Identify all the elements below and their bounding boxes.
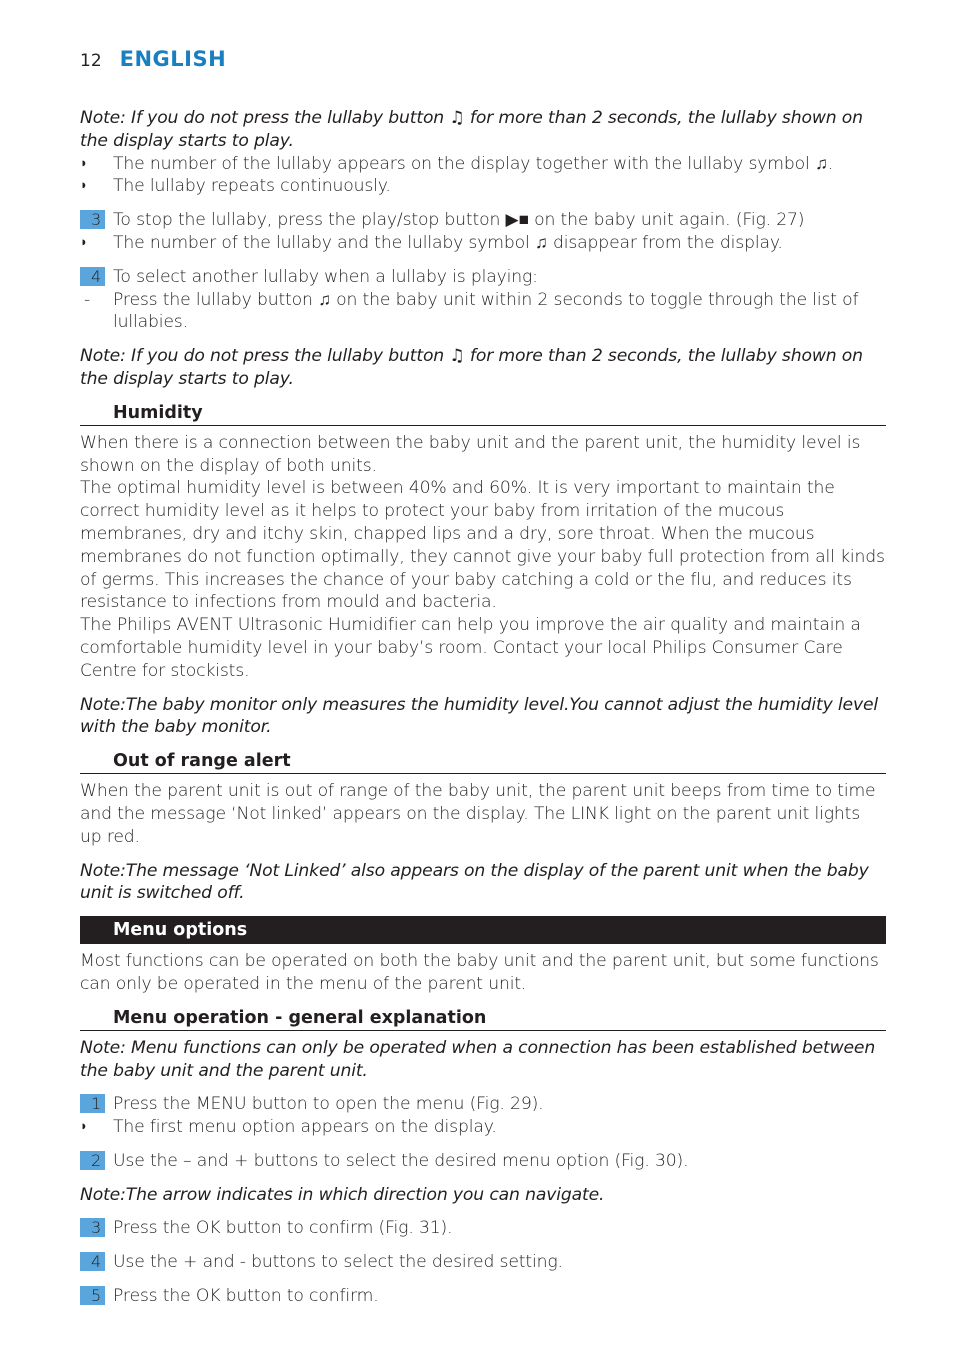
bullet-text: The lullaby repeats continuously. xyxy=(113,176,391,197)
body-paragraph: When the parent unit is out of range of the baby unit, the parent unit beeps from time to time and the message ‘Not linked’ appears on the display. The LINK light on the parent unit lights up red. xyxy=(80,781,876,847)
step-number: 3 xyxy=(80,1218,105,1237)
dash-text: Press the lullaby button ♫ on the baby unit within 2 seconds to toggle through the list of lullabies. xyxy=(113,289,859,333)
step-text: Press the MENU button to open the menu (Fig. 29). xyxy=(113,1094,544,1115)
body-paragraph: The optimal humidity level is between 40% and 60%. It is very important to maintain the correct humidity level as it helps to protect your baby from irritation of the mucous membranes, dry and itchy skin, chapped lips and a dry, sore throat. When the mucous membranes do not function optimally, they cannot give your baby full protection from all kinds of germs. This increases the chance of your baby catching a cold or the flu, and reduces its resistance to infections from mould and bacteria. xyxy=(80,478,885,613)
bullet-icon: ◗ xyxy=(80,234,88,250)
note-paragraph: Note: If you do not press the lullaby button ♫ for more than 2 seconds, the lullaby shown on the display starts to play. xyxy=(80,346,863,389)
note-paragraph: Note: If you do not press the lullaby button ♫ for more than 2 seconds, the lullaby shown on the display starts to play. xyxy=(80,108,863,151)
section-heading-menu-options: Menu options xyxy=(80,916,886,944)
step-item xyxy=(80,1285,886,1308)
step-number: 5 xyxy=(80,1286,105,1305)
result-bullet xyxy=(80,175,886,198)
step-text: To select another lullaby when a lullaby is playing: xyxy=(113,266,538,287)
page-content xyxy=(80,107,886,1308)
bullet-text: The first menu option appears on the display. xyxy=(113,1117,497,1138)
step-item xyxy=(80,1251,886,1274)
step-item xyxy=(80,209,886,232)
result-bullet xyxy=(80,232,886,255)
body-paragraph: The Philips AVENT Ultrasonic Humidifier can help you improve the air quality and maintain a comfortable humidity level in your baby’s room. Contact your local Philips Consumer Care Centre for stockists. xyxy=(80,615,861,681)
section-heading-humidity: Humidity xyxy=(80,402,886,426)
body-paragraph: Most functions can be operated on both the baby unit and the parent unit, but some functions can only be operated in the menu of the parent unit. xyxy=(80,951,879,994)
step-item xyxy=(80,1150,886,1173)
step-text: Use the + and - buttons to select the desired setting. xyxy=(113,1252,563,1273)
bullet-text: The number of the lullaby appears on the display together with the lullaby symbol ♫. xyxy=(113,153,834,174)
step-number: 2 xyxy=(80,1151,105,1170)
dash-item xyxy=(80,289,886,335)
step-item xyxy=(80,266,886,289)
step-text: Use the – and + buttons to select the desired menu option (Fig. 30). xyxy=(113,1150,689,1171)
section-heading-menu-operation: Menu operation - general explanation xyxy=(80,1007,886,1031)
note-paragraph: Note: Menu functions can only be operated when a connection has been established between the baby unit and the parent unit. xyxy=(80,1037,876,1081)
note-paragraph: Note:The arrow indicates in which direction you can navigate. xyxy=(80,1184,605,1205)
note-paragraph: Note:The message ‘Not Linked’ also appears on the display of the parent unit when the baby unit is switched off. xyxy=(80,860,869,904)
step-number: 4 xyxy=(80,267,105,286)
dash-icon: - xyxy=(84,289,91,310)
bullet-text: The number of the lullaby and the lullaby symbol ♫ disappear from the display. xyxy=(113,232,783,253)
note-paragraph: Note:The baby monitor only measures the humidity level.You cannot adjust the humidity level with the baby monitor. xyxy=(80,694,879,738)
page-number: 12 xyxy=(80,51,102,71)
bullet-icon: ◗ xyxy=(80,155,88,171)
bullet-icon: ◗ xyxy=(80,178,88,194)
step-text: Press the OK button to confirm. xyxy=(113,1286,379,1307)
result-bullet xyxy=(80,153,886,176)
bullet-icon: ◗ xyxy=(80,1119,88,1135)
result-bullet xyxy=(80,1116,886,1139)
body-paragraph: When there is a connection between the baby unit and the parent unit, the humidity level is shown on the display of both units. xyxy=(80,432,861,476)
language-title: ENGLISH xyxy=(119,47,227,71)
step-item xyxy=(80,1093,886,1116)
page-header xyxy=(80,47,226,73)
step-number: 3 xyxy=(80,210,105,229)
step-number: 1 xyxy=(80,1094,105,1113)
step-text: Press the OK button to confirm (Fig. 31). xyxy=(113,1218,453,1239)
step-item xyxy=(80,1217,886,1240)
step-number: 4 xyxy=(80,1252,105,1271)
step-text: To stop the lullaby, press the play/stop button ▶■ on the baby unit again. (Fig. 27) xyxy=(113,210,805,231)
section-heading-out-of-range: Out of range alert xyxy=(80,750,886,774)
